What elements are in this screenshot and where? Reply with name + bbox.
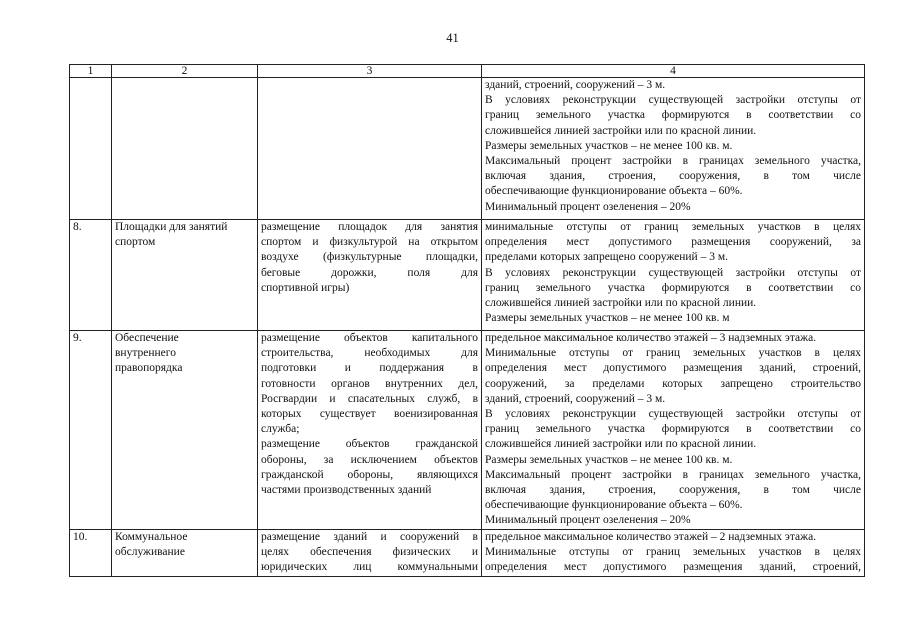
text-line: предельное максимальное количество этажей – 2 надземных этажа.	[485, 530, 817, 543]
text-line: Минимальные отступы от границ земельных участков в целях	[485, 545, 861, 558]
text-line: зданий, строений, сооружений – 3 м.	[485, 392, 666, 405]
table-row-continuation	[70, 78, 865, 220]
cell-desc	[258, 529, 482, 576]
text-line: которых существует военизированная	[261, 408, 478, 421]
text-line: сложившейся линией застройки или по красной линии.	[485, 438, 757, 451]
cell-name	[112, 529, 258, 576]
text-line: сложившейся линией застройки или по красной линии.	[485, 297, 757, 310]
cell-num: 8.	[70, 220, 112, 331]
text-line: определения мест допустимого размещения сооружений, за	[485, 236, 861, 249]
text-line: гражданской обороны, являющихся	[261, 468, 478, 481]
text-line: юридических лиц коммунальными	[261, 561, 478, 574]
header-col-2: 2	[112, 65, 258, 78]
text-line: Минимальные отступы от границ земельных участков в целях	[485, 347, 861, 360]
text-line: размещение объектов гражданской	[261, 438, 478, 451]
header-row	[70, 65, 865, 78]
cell-desc	[258, 331, 482, 530]
table-row	[70, 331, 865, 530]
text-line: размещение объектов капитального	[261, 332, 478, 344]
text-line: минимальные отступы от границ земельных участков в целях	[485, 221, 861, 233]
text-line: готовности органов внутренних дел,	[261, 377, 478, 390]
text-line: правопорядка	[115, 362, 183, 375]
cell-num	[70, 78, 112, 220]
text-line: Максимальный процент застройки в границах земельного участка,	[485, 468, 861, 481]
text-line: границ земельного участка формируются в соответствии со	[485, 423, 861, 436]
text-line: границ земельного участка формируются в соответствии со	[485, 109, 861, 122]
text-line: В условиях реконструкции существующей застройки отступы от	[485, 94, 861, 107]
cell-num: 9.	[70, 331, 112, 530]
text-line: Площадки для занятий	[115, 221, 228, 233]
text-line: пределами которых запрещено сооружений – 3 м.	[485, 251, 728, 264]
text-line: размещение площадок для занятия	[261, 221, 478, 233]
text-line: сложившейся линией застройки или по красной линии.	[485, 124, 757, 137]
text-line: зданий, строений, сооружений – 3 м.	[485, 79, 666, 91]
text-line: частями производственных зданий	[261, 484, 432, 497]
text-line: строительства, необходимых для	[261, 347, 478, 360]
cell-desc	[258, 220, 482, 331]
text-line: Коммунальное	[115, 530, 188, 543]
text-line: Минимальный процент озеленения – 20%	[485, 514, 691, 527]
text-line: спортивной игры)	[261, 281, 350, 294]
text-line: Размеры земельных участков – не менее 100 кв. м.	[485, 139, 733, 152]
cell-num: 10.	[70, 529, 112, 576]
cell-params	[482, 331, 865, 530]
text-line: Максимальный процент застройки в границах земельного участка,	[485, 155, 861, 168]
page-number: 41	[446, 31, 459, 45]
text-line: размещение зданий и сооружений в	[261, 530, 478, 543]
text-line: определения мест допустимого размещения зданий, строений,	[485, 561, 861, 574]
text-line: внутреннего	[115, 347, 176, 360]
text-line: Размеры земельных участков – не менее 100 кв. м	[485, 312, 730, 325]
zoning-table	[69, 64, 865, 577]
cell-params	[482, 220, 865, 331]
text-line: обеспечивающие функционирование объекта – 60%.	[485, 499, 743, 512]
text-line: обороны, за исключением объектов	[261, 453, 478, 466]
cell-desc	[258, 78, 482, 220]
text-line: обслуживание	[115, 545, 185, 558]
cell-name	[112, 220, 258, 331]
cell-name	[112, 78, 258, 220]
text-line: включая здания, строения, сооружения, в том числе	[485, 170, 861, 183]
text-line: спортом	[115, 236, 156, 249]
cell-params	[482, 529, 865, 576]
text-line: границ земельного участка формируются в соответствии со	[485, 281, 861, 294]
text-line: В условиях реконструкции существующей застройки отступы от	[485, 266, 861, 279]
text-line: Обеспечение	[115, 332, 179, 344]
text-line: служба;	[261, 423, 300, 436]
header-col-3: 3	[258, 65, 482, 78]
text-line: В условиях реконструкции существующей застройки отступы от	[485, 408, 861, 421]
text-line: обеспечивающие функционирование объекта – 60%.	[485, 185, 743, 198]
text-line: целях обеспечения физических и	[261, 545, 478, 558]
text-line: предельное максимальное количество этажей – 3 надземных этажа.	[485, 332, 817, 344]
text-line: воздухе (физкультурные площадки,	[261, 251, 478, 264]
text-line: беговые дорожки, поля для	[261, 266, 478, 279]
cell-params	[482, 78, 865, 220]
text-line: подготовки и поддержания в	[261, 362, 478, 375]
text-line: определения мест допустимого размещения зданий, строений,	[485, 362, 861, 375]
text-line: сооружений, за пределами которых запрещено строительство	[485, 377, 861, 390]
text-line: Росгвардии и спасательных служб, в	[261, 392, 478, 405]
cell-name	[112, 331, 258, 530]
text-line: спортом и физкультурой на открытом	[261, 236, 478, 249]
header-col-1: 1	[70, 65, 112, 78]
text-line: Минимальный процент озеленения – 20%	[485, 200, 691, 213]
header-col-4: 4	[482, 65, 865, 78]
text-line: Размеры земельных участков – не менее 100 кв. м.	[485, 453, 733, 466]
text-line: включая здания, строения, сооружения, в том числе	[485, 484, 861, 497]
table-row	[70, 220, 865, 331]
table-row	[70, 529, 865, 576]
